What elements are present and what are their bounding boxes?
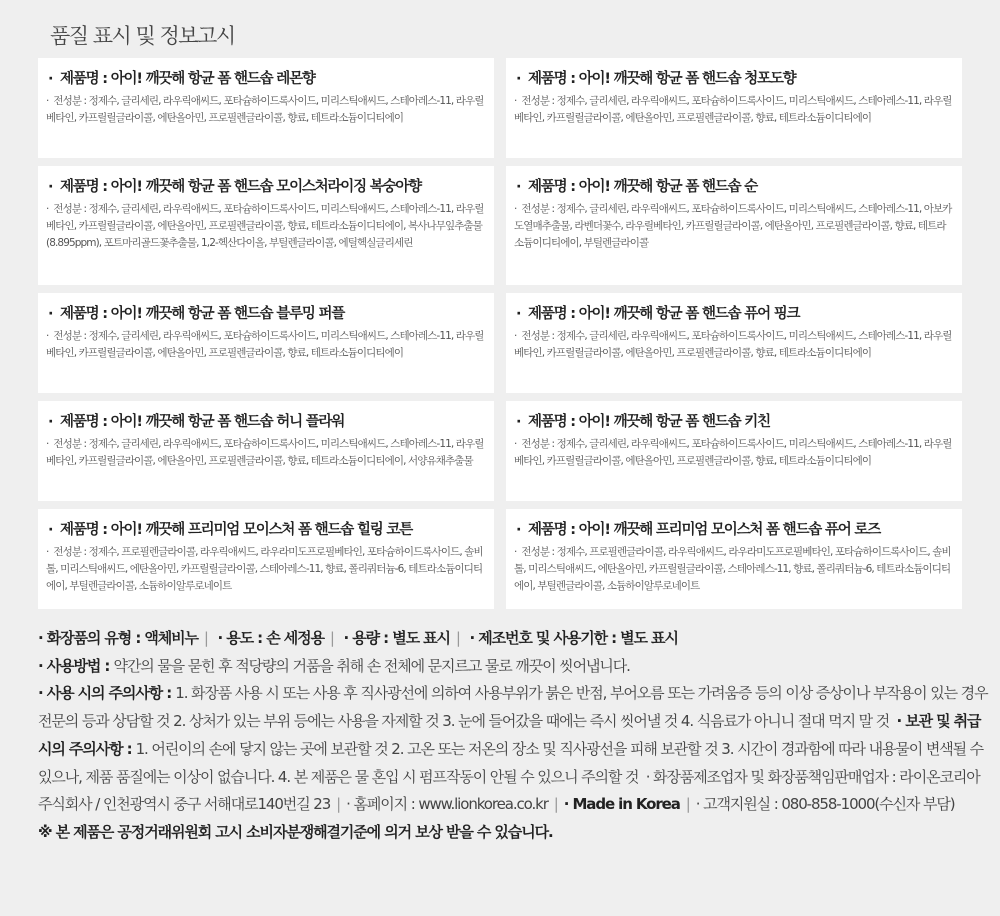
product-ingredients: · 전성분 : 정제수, 글리세린, 라우릭애씨드, 포타슘하이드록사이드, 미리스틱애씨드, 스테아레스-11, 라우릴베타인, 카프릴릴글라이콜, 에탄올아민, 프로필렌글라이콜, 향료, 테트라소듐이디티에이 [514,438,952,467]
lot-expiry: 제조번호 및 사용기한 : 별도 표시 [478,629,678,647]
product-card [38,166,494,285]
product-use: 용도 : 손 세정용 [226,629,324,647]
product-name: · 제품명 : 아이! 깨끗해 항균 폼 핸드솝 퓨어 핑크 [516,306,800,322]
product-ingredients: · 전성분 : 정제수, 글리세린, 라우릭애씨드, 포타슘하이드록사이드, 미리스틱애씨드, 스테아레스-11, 라우릴베타인, 카프릴릴글라이콜, 에탄올아민, 프로필렌글라이콜, 향료, 테트라소듐이디티에이 [514,95,952,124]
product-card [38,509,494,609]
made-in: Made in Korea [572,795,680,814]
product-name: · 제품명 : 아이! 깨끗해 프리미엄 모이스처 폼 핸드솝 힐링 코튼 [48,522,413,538]
product-name: · 제품명 : 아이! 깨끗해 항균 폼 핸드솝 청포도향 [516,71,796,87]
product-name: · 제품명 : 아이! 깨끗해 항균 폼 핸드솝 키친 [516,414,770,430]
product-name: · 제품명 : 아이! 깨끗해 항균 폼 핸드솝 허니 플라워 [48,414,345,430]
product-ingredients: · 전성분 : 정제수, 프로필렌글라이콜, 라우릭애씨드, 라우라미도프로필베타인, 포타슘하이드록사이드, 솔비톨, 미리스틱애씨드, 에탄올아민, 카프릴릴글라이콜, 스테아레스-11, 향료, 폴리쿼터늄-6, 테트라소듐이디티에이, 부틸렌글라이콜, 소듐하이알루로네이트 [514,546,951,592]
product-card [506,58,962,158]
homepage: 홈페이지 : www.lionkorea.co.kr [353,795,548,814]
manufacturer: 화장품제조업자 및 화장품책임판매업자 : 라이온코리아 주식회사 / 인천광역시 중구 서해대로140번길 23 [38,767,980,814]
product-ingredients: · 전성분 : 정제수, 글리세린, 라우릭애씨드, 포타슘하이드록사이드, 미리스틱애씨드, 스테아레스-11, 라우릴베타인, 카프릴릴글라이콜, 에탄올아민, 프로필렌글라이콜, 향료, 테트라소듐이디티에이 [514,330,952,359]
product-card [38,293,494,393]
product-type: 화장품의 유형 : 액체비누 [46,629,198,647]
product-card [506,166,962,285]
product-card [506,293,962,393]
product-name: · 제품명 : 아이! 깨끗해 항균 폼 핸드솝 모이스처라이징 복숭아향 [48,179,421,195]
product-notes [38,625,988,847]
cautions: · 사용 시의 주의사항 : 1. 화장품 사용 시 또는 사용 후 직사광선에 의하여 사용부위가 붉은 반점, 부어오름 또는 가려움증 등의 이상 증상이나 부작용이 있는 경우 전문의 등과 상담할 것 2. 상처가 있는 부위 등에는 사용을 자제할 것 3. 눈에 들어갔을 때에는 즉시 씻어낼 것 4. 식음료가 아니니 절대 먹지 말 것 · 보관 및 취급 시의 주의사항 : 1. 어린이의 손에 닿지 않는 곳에 보관할 것 2. 고온 또는 저온의 장소 및 직사광선을 피해 보관할 것 3. 시간이 경과함에 따라 내용물이 변색될 수 있으나, 제품 품질에는 이상이 없습니다. 4. 본 제품은 물 혼입 시 펌프작동이 안될 수 있으니 주의할 것 · 화장품제조업자 및 화장품책임판매업자 : 라이온코리아 주식회사 / 인천광역시 중구 서해대로140번길 23 | · 홈페이지 : www.lionkorea.co.kr | · Made in Korea | · 고객지원실 : 080-858-1000(수신자 부담) [38,684,988,814]
product-name: · 제품명 : 아이! 깨끗해 항균 폼 핸드솝 블루밍 퍼플 [48,306,345,322]
product-name: · 제품명 : 아이! 깨끗해 프리미엄 모이스처 폼 핸드솝 퓨어 로즈 [516,522,881,538]
product-card [506,401,962,501]
product-name: · 제품명 : 아이! 깨끗해 항균 폼 핸드솝 레몬향 [48,71,315,87]
product-grid [38,58,962,609]
product-card [506,509,962,609]
product-ingredients: · 전성분 : 정제수, 글리세린, 라우릭애씨드, 포타슘하이드록사이드, 미리스틱애씨드, 스테아레스-11, 라우릴베타인, 카프릴릴글라이콜, 에탄올아민, 프로필렌글라이콜, 향료, 테트라소듐이디티에이, 복사나무잎추출물(8.895ppm), 포트마리골드꽃추출물, 1,2-헥산다이올, 부틸렌글라이콜, 에틸헥실글리세린 [46,203,484,249]
compensation-note: ※ 본 제품은 공정거래위원회 고시 소비자분쟁해결기준에 의거 보상 받을 수 있습니다. [38,822,553,841]
product-ingredients: · 전성분 : 정제수, 글리세린, 라우릭애씨드, 포타슘하이드록사이드, 미리스틱애씨드, 스테아레스-11, 라우릴베타인, 카프릴릴글라이콜, 에탄올아민, 프로필렌글라이콜, 향료, 테트라소듐이디티에이, 서양유채추출물 [46,438,484,467]
customer-service: 고객지원실 : 080-858-1000(수신자 부담) [703,795,955,814]
product-card [38,58,494,158]
product-ingredients: · 전성분 : 정제수, 글리세린, 라우릭애씨드, 포타슘하이드록사이드, 미리스틱애씨드, 스테아레스-11, 라우릴베타인, 카프릴릴글라이콜, 에탄올아민, 프로필렌글라이콜, 향료, 테트라소듐이디티에이 [46,95,484,124]
product-volume: 용량 : 별도 표시 [352,629,450,647]
page-title: 품질 표시 및 정보고시 [50,24,235,48]
product-ingredients: · 전성분 : 정제수, 프로필렌글라이콜, 라우릭애씨드, 라우라미도프로필베타인, 포타슘하이드록사이드, 솔비톨, 미리스틱애씨드, 에탄올아민, 카프릴릴글라이콜, 스테아레스-11, 향료, 폴리쿼터늄-6, 테트라소듐이디티에이, 부틸렌글라이콜, 소듐하이알루로네이트 [46,546,483,592]
product-name: · 제품명 : 아이! 깨끗해 항균 폼 핸드솝 순 [516,179,758,195]
product-ingredients: · 전성분 : 정제수, 글리세린, 라우릭애씨드, 포타슘하이드록사이드, 미리스틱애씨드, 스테아레스-11, 아보카도열매추출물, 라벤더꽃수, 라우릴베타인, 카프릴릴글라이콜, 에탄올아민, 프로필렌글라이콜, 향료, 테트라소듐이디티에이, 부틸렌글라이콜 [514,203,952,249]
product-card [38,401,494,501]
usage-method: · 사용방법 : 약간의 물을 묻힌 후 적당량의 거품을 취해 손 전체에 문지르고 물로 깨끗이 씻어냅니다. [38,656,630,675]
basic-info-line: · 화장품의 유형 : 액체비누 | · 용도 : 손 세정용 | · 용량 : 별도 표시 | · 제조번호 및 사용기한 : 별도 표시 [38,629,678,647]
product-ingredients: · 전성분 : 정제수, 글리세린, 라우릭애씨드, 포타슘하이드록사이드, 미리스틱애씨드, 스테아레스-11, 라우릴베타인, 카프릴릴글라이콜, 에탄올아민, 프로필렌글라이콜, 향료, 테트라소듐이디티에이 [46,330,484,359]
